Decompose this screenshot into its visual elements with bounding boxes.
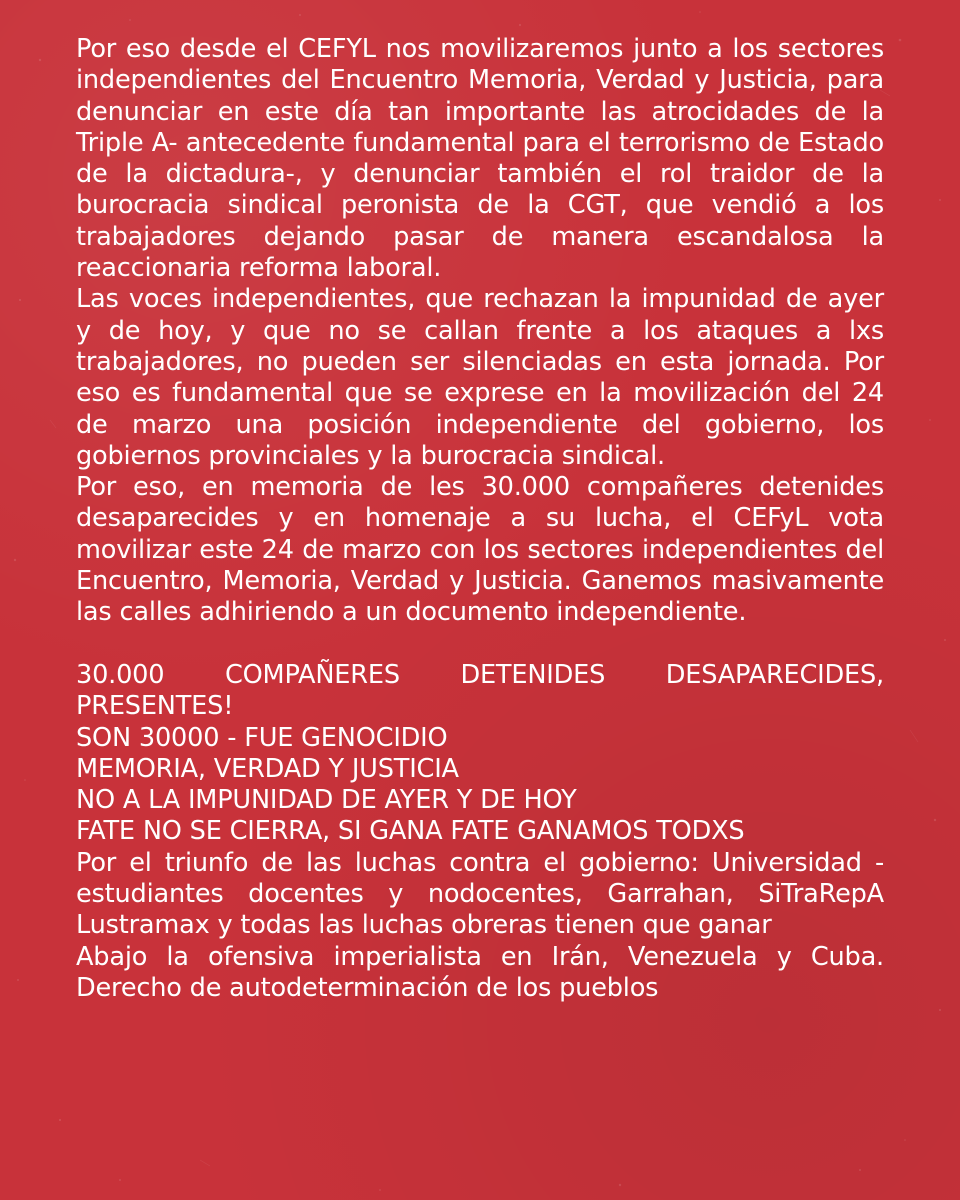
document-body	[76, 34, 884, 1004]
closing-luchas: Por el triunfo de las luchas contra el gobierno: Universidad - estudiantes docentes y nodocentes, Garrahan, SiTraRepA Lustramax y todas las luchas obreras tienen que ganar	[76, 847, 884, 941]
slogan-impunidad: NO A LA IMPUNIDAD DE AYER Y DE HOY	[76, 785, 577, 816]
slogan-fate: FATE NO SE CIERRA, SI GANA FATE GANAMOS TODXS	[76, 816, 745, 847]
slogan-memoria-verdad-justicia: MEMORIA, VERDAD Y JUSTICIA	[76, 753, 459, 784]
paragraph-memoria-30000: Por eso, en memoria de les 30.000 compañeres detenides desaparecides y en homenaje a su lucha, el CEFyL vota movilizar este 24 de marzo con los sectores independientes del Encuentro, Memoria, Verdad y Justicia. Ganemos masivamente las calles adhiriendo a un documento independiente.	[76, 472, 884, 628]
slogan-genocidio: SON 30000 - FUE GENOCIDIO	[76, 722, 448, 753]
paragraph-voces-independientes: Las voces independientes, que rechazan la impunidad de ayer y de hoy, y que no se callan frente a los ataques a lxs trabajadores, no pueden ser silenciadas en esta jornada. Por eso es fundamental que se exprese en la movilización del 24 de marzo una posición independiente del gobierno, los gobiernos provinciales y la burocracia sindical.	[76, 284, 884, 471]
closing-imperialismo: Abajo la ofensiva imperialista en Irán, Venezuela y Cuba. Derecho de autodeterminación de los pueblos	[76, 941, 884, 1003]
paragraph-cefyl-movilizacion: Por eso desde el CEFYL nos movilizaremos junto a los sectores independientes del Encuentro Memoria, Verdad y Justicia, para denunciar en este día tan importante las atrocidades de la Triple A- antecedente fundamental para el terrorismo de Estado de la dictadura-, y denunciar también el rol traidor de la burocracia sindical peronista de la CGT, que vendió a los trabajadores dejando pasar de manera escandalosa la reaccionaria reforma laboral.	[76, 34, 884, 284]
blank-line	[76, 629, 884, 660]
slogan-presentes: 30.000 COMPAÑERES DETENIDES DESAPARECIDES, PRESENTES!	[76, 659, 884, 722]
